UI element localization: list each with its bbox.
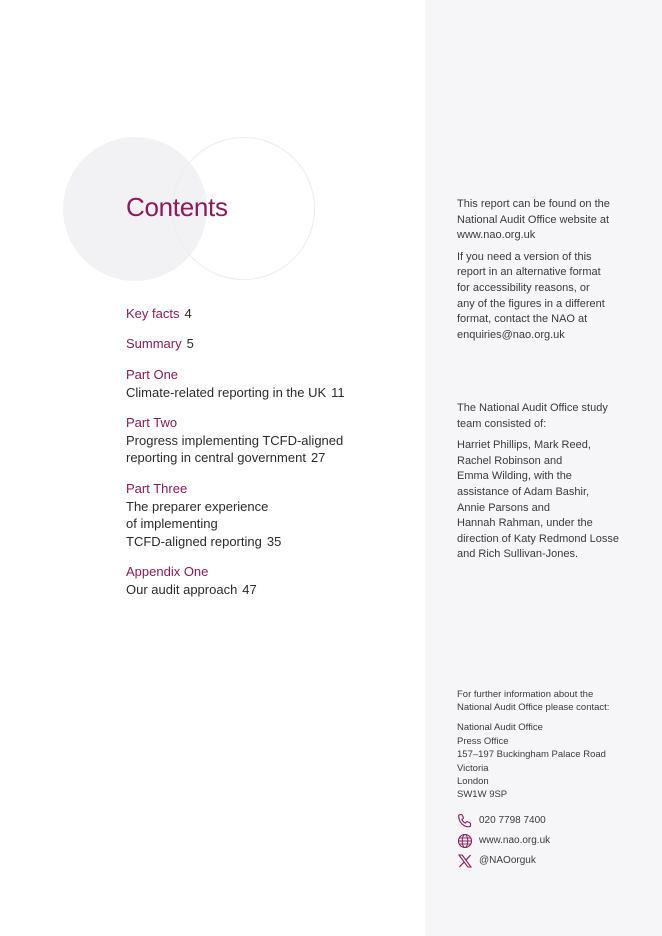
contact-information (457, 688, 637, 871)
text-line: Annie Parsons and (457, 501, 550, 514)
text-line: Emma Wilding, with the (457, 470, 572, 483)
phone-icon (457, 813, 473, 829)
text-line: direction of Katy Redmond Losse (457, 532, 620, 545)
social-handle[interactable]: @NAOorguk (479, 855, 536, 867)
info-sidebar (425, 0, 662, 936)
social-row[interactable] (457, 851, 637, 871)
page-title: Contents (126, 192, 228, 222)
toc-entry-key-facts[interactable] (126, 305, 192, 323)
toc-line: Our audit approach (126, 581, 238, 597)
text-line: for accessibility reasons, or (457, 281, 590, 294)
toc-line: TCFD-aligned reporting (126, 533, 262, 549)
toc-entry-appendix-one[interactable] (126, 563, 257, 598)
text-line: National Audit Office website at (457, 213, 610, 226)
text-line: and Rich Sullivan-Jones. (457, 548, 579, 561)
text-line: Hannah Rahman, under the (457, 517, 593, 530)
text-line: Rachel Robinson and (457, 454, 563, 467)
postal-address (457, 721, 637, 801)
toc-heading[interactable]: Summary (126, 336, 182, 351)
toc-entry-part-three[interactable] (126, 480, 281, 550)
toc-line: reporting in central government (126, 450, 306, 465)
website-link[interactable]: www.nao.org.uk (457, 229, 536, 242)
accessibility-note (457, 250, 637, 344)
toc-page-number: 35 (266, 533, 282, 549)
text-line: If you need a version of this (457, 250, 592, 263)
report-availability-note (457, 197, 637, 343)
phone-row[interactable] (457, 811, 637, 831)
text-line: any of the figures in a different (457, 297, 605, 310)
toc-heading[interactable]: Part Two (126, 415, 178, 430)
toc-line: of implementing (126, 516, 218, 531)
address-line: SW1W 9SP (457, 789, 508, 801)
toc-heading[interactable]: Part One (126, 367, 179, 382)
address-line: London (457, 776, 489, 788)
toc-heading[interactable]: Part Three (126, 481, 188, 496)
text-line: This report can be found on the (457, 198, 610, 210)
toc-line: Climate-related reporting in the UK (126, 384, 327, 400)
phone-number[interactable]: 020 7798 7400 (479, 815, 546, 827)
address-line: Victoria (457, 762, 489, 774)
toc-heading[interactable]: Appendix One (126, 564, 209, 579)
text-line: report in an alternative format (457, 266, 601, 279)
website-row[interactable] (457, 831, 637, 851)
x-logo-icon (457, 853, 473, 869)
text-line: team consisted of: (457, 417, 547, 430)
toc-heading[interactable]: Key facts (126, 306, 180, 321)
website-link[interactable]: www.nao.org.uk (479, 835, 551, 847)
globe-icon (457, 833, 473, 849)
address-line: National Audit Office (457, 722, 543, 734)
contact-links (457, 811, 637, 871)
email-link[interactable]: enquiries@nao.org.uk (457, 328, 565, 341)
toc-entry-part-one[interactable] (126, 366, 345, 401)
toc-page-number: 27 (310, 450, 326, 465)
toc-page-number: 47 (242, 581, 257, 597)
toc-line: Progress implementing TCFD-aligned (126, 432, 344, 448)
toc-page-number: 4 (184, 306, 192, 321)
text-line: National Audit Office please contact: (457, 702, 610, 714)
study-team-note (457, 401, 637, 563)
address-line: 157–197 Buckingham Palace Road (457, 749, 606, 761)
toc-line: The preparer experience (126, 498, 269, 514)
text-line: For further information about the (457, 689, 594, 700)
toc-entry-part-two[interactable] (126, 414, 343, 467)
toc-page-number: 11 (331, 384, 345, 400)
text-line: The National Audit Office study (457, 402, 608, 414)
text-line: format, contact the NAO at (457, 313, 588, 326)
toc-entry-summary[interactable] (126, 335, 194, 353)
text-line: Harriet Phillips, Mark Reed, (457, 439, 591, 452)
text-line: assistance of Adam Bashir, (457, 485, 590, 498)
toc-page-number: 5 (186, 336, 194, 351)
address-line: Press Office (457, 735, 509, 747)
